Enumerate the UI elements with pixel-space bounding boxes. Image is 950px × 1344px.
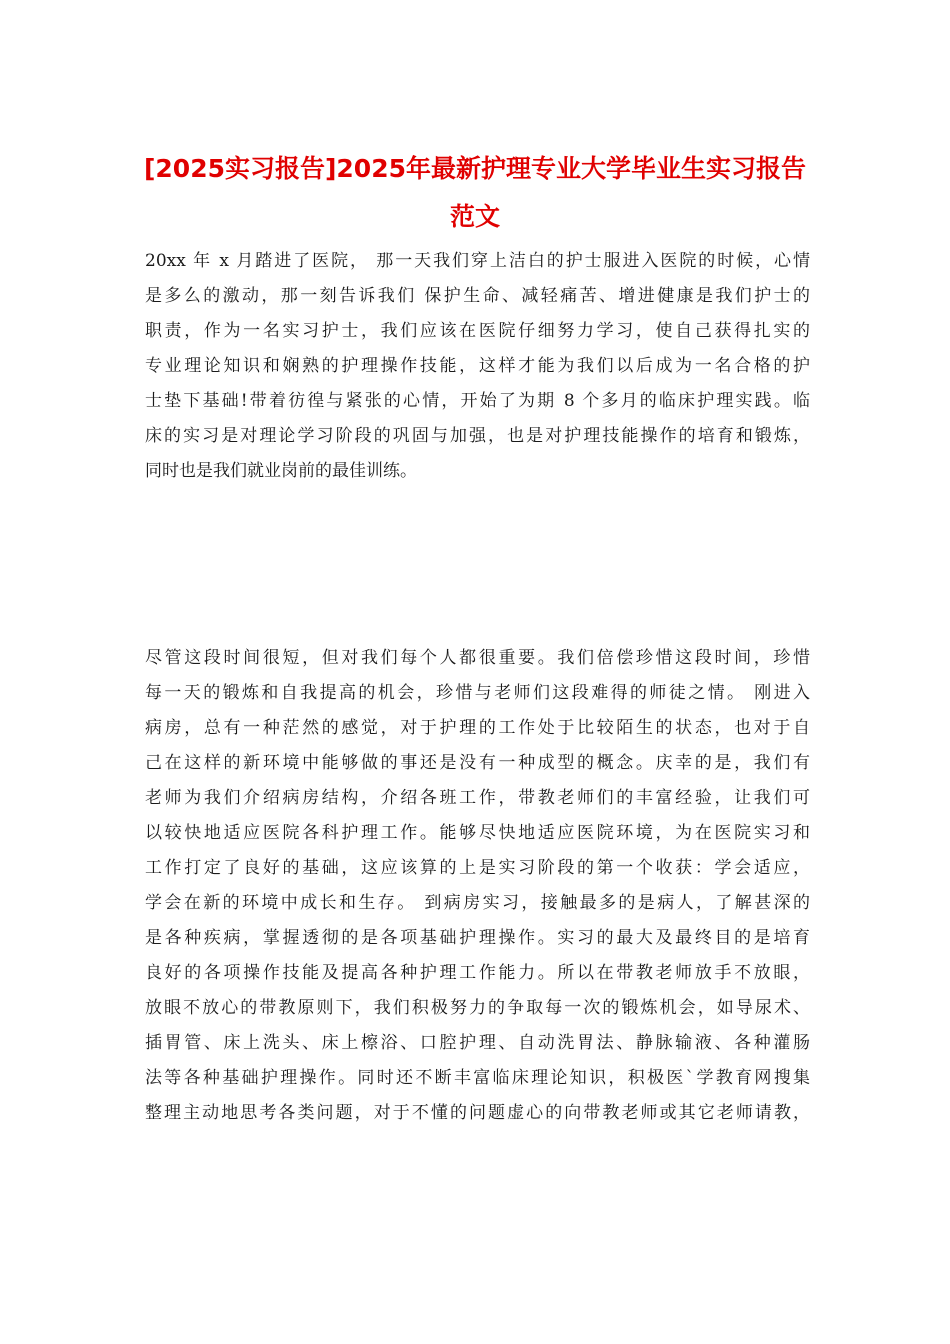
paragraph-line: 己在这样的新环境中能够做的事还是没有一种成型的概念。庆幸的是，我们有 (145, 753, 810, 773)
paragraph-line: 以较快地适应医院各科护理工作。能够尽快地适应医院环境，为在医院实习和 (145, 823, 810, 843)
paragraph-line: 放眼不放心的带教原则下，我们积极努力的争取每一次的锻炼机会，如导尿术、 (145, 998, 810, 1018)
document-title-line-2: 范文 (449, 202, 500, 231)
paragraph-line: 士垫下基础!带着彷徨与紧张的心情，开始了为期 8 个多月的临床护理实践。临 (145, 391, 810, 411)
paragraph-line: 学会在新的环境中成长和生存。 到病房实习，接触最多的是病人，了解甚深的 (145, 893, 810, 913)
paragraph-line: 工作打定了良好的基础，这应该算的上是实习阶段的第一个收获：学会适应， (145, 858, 810, 878)
paragraph-line: 整理主动地思考各类问题，对于不懂的问题虚心的向带教老师或其它老师请教， (145, 1103, 810, 1123)
paragraph-line: 每一天的锻炼和自我提高的机会，珍惜与老师们这段难得的师徒之情。 刚进入 (145, 683, 810, 703)
paragraph-line: 良好的各项操作技能及提高各种护理工作能力。所以在带教老师放手不放眼， (145, 963, 810, 983)
paragraph-line: 同时也是我们就业岗前的最佳训练。 (145, 461, 417, 481)
document-title-line-1: [2025实习报告]2025年最新护理专业大学毕业生实习报告 (143, 154, 806, 183)
paragraph-line: 法等各种基础护理操作。同时还不断丰富临床理论知识，积极医`学教育网搜集 (145, 1068, 810, 1088)
paragraph-line: 老师为我们介绍病房结构，介绍各班工作，带教老师们的丰富经验，让我们可 (145, 788, 810, 808)
paragraph-line: 床的实习是对理论学习阶段的巩固与加强，也是对护理技能操作的培育和锻炼， (145, 426, 810, 446)
paragraph-line: 插胃管、床上洗头、床上檫浴、口腔护理、自动洗胃法、静脉输液、各种灌肠 (145, 1033, 810, 1053)
paragraph-line: 20xx 年 x 月踏进了医院， 那一天我们穿上洁白的护士服进入医院的时候，心情 (145, 251, 810, 271)
paragraph-line: 病房，总有一种茫然的感觉，对于护理的工作处于比较陌生的状态，也对于自 (145, 718, 810, 738)
paragraph-line: 职责，作为一名实习护士，我们应该在医院仔细努力学习，使自己获得扎实的 (145, 321, 810, 341)
paragraph-line: 专业理论知识和娴熟的护理操作技能，这样才能为我们以后成为一名合格的护 (145, 356, 810, 376)
paragraph-line: 是多么的激动，那一刻告诉我们 保护生命、减轻痛苦、增进健康是我们护士的 (145, 286, 810, 306)
paragraph-line: 尽管这段时间很短，但对我们每个人都很重要。我们倍偿珍惜这段时间，珍惜 (145, 648, 810, 668)
paragraph-line: 是各种疾病，掌握透彻的是各项基础护理操作。实习的最大及最终目的是培育 (145, 928, 810, 948)
